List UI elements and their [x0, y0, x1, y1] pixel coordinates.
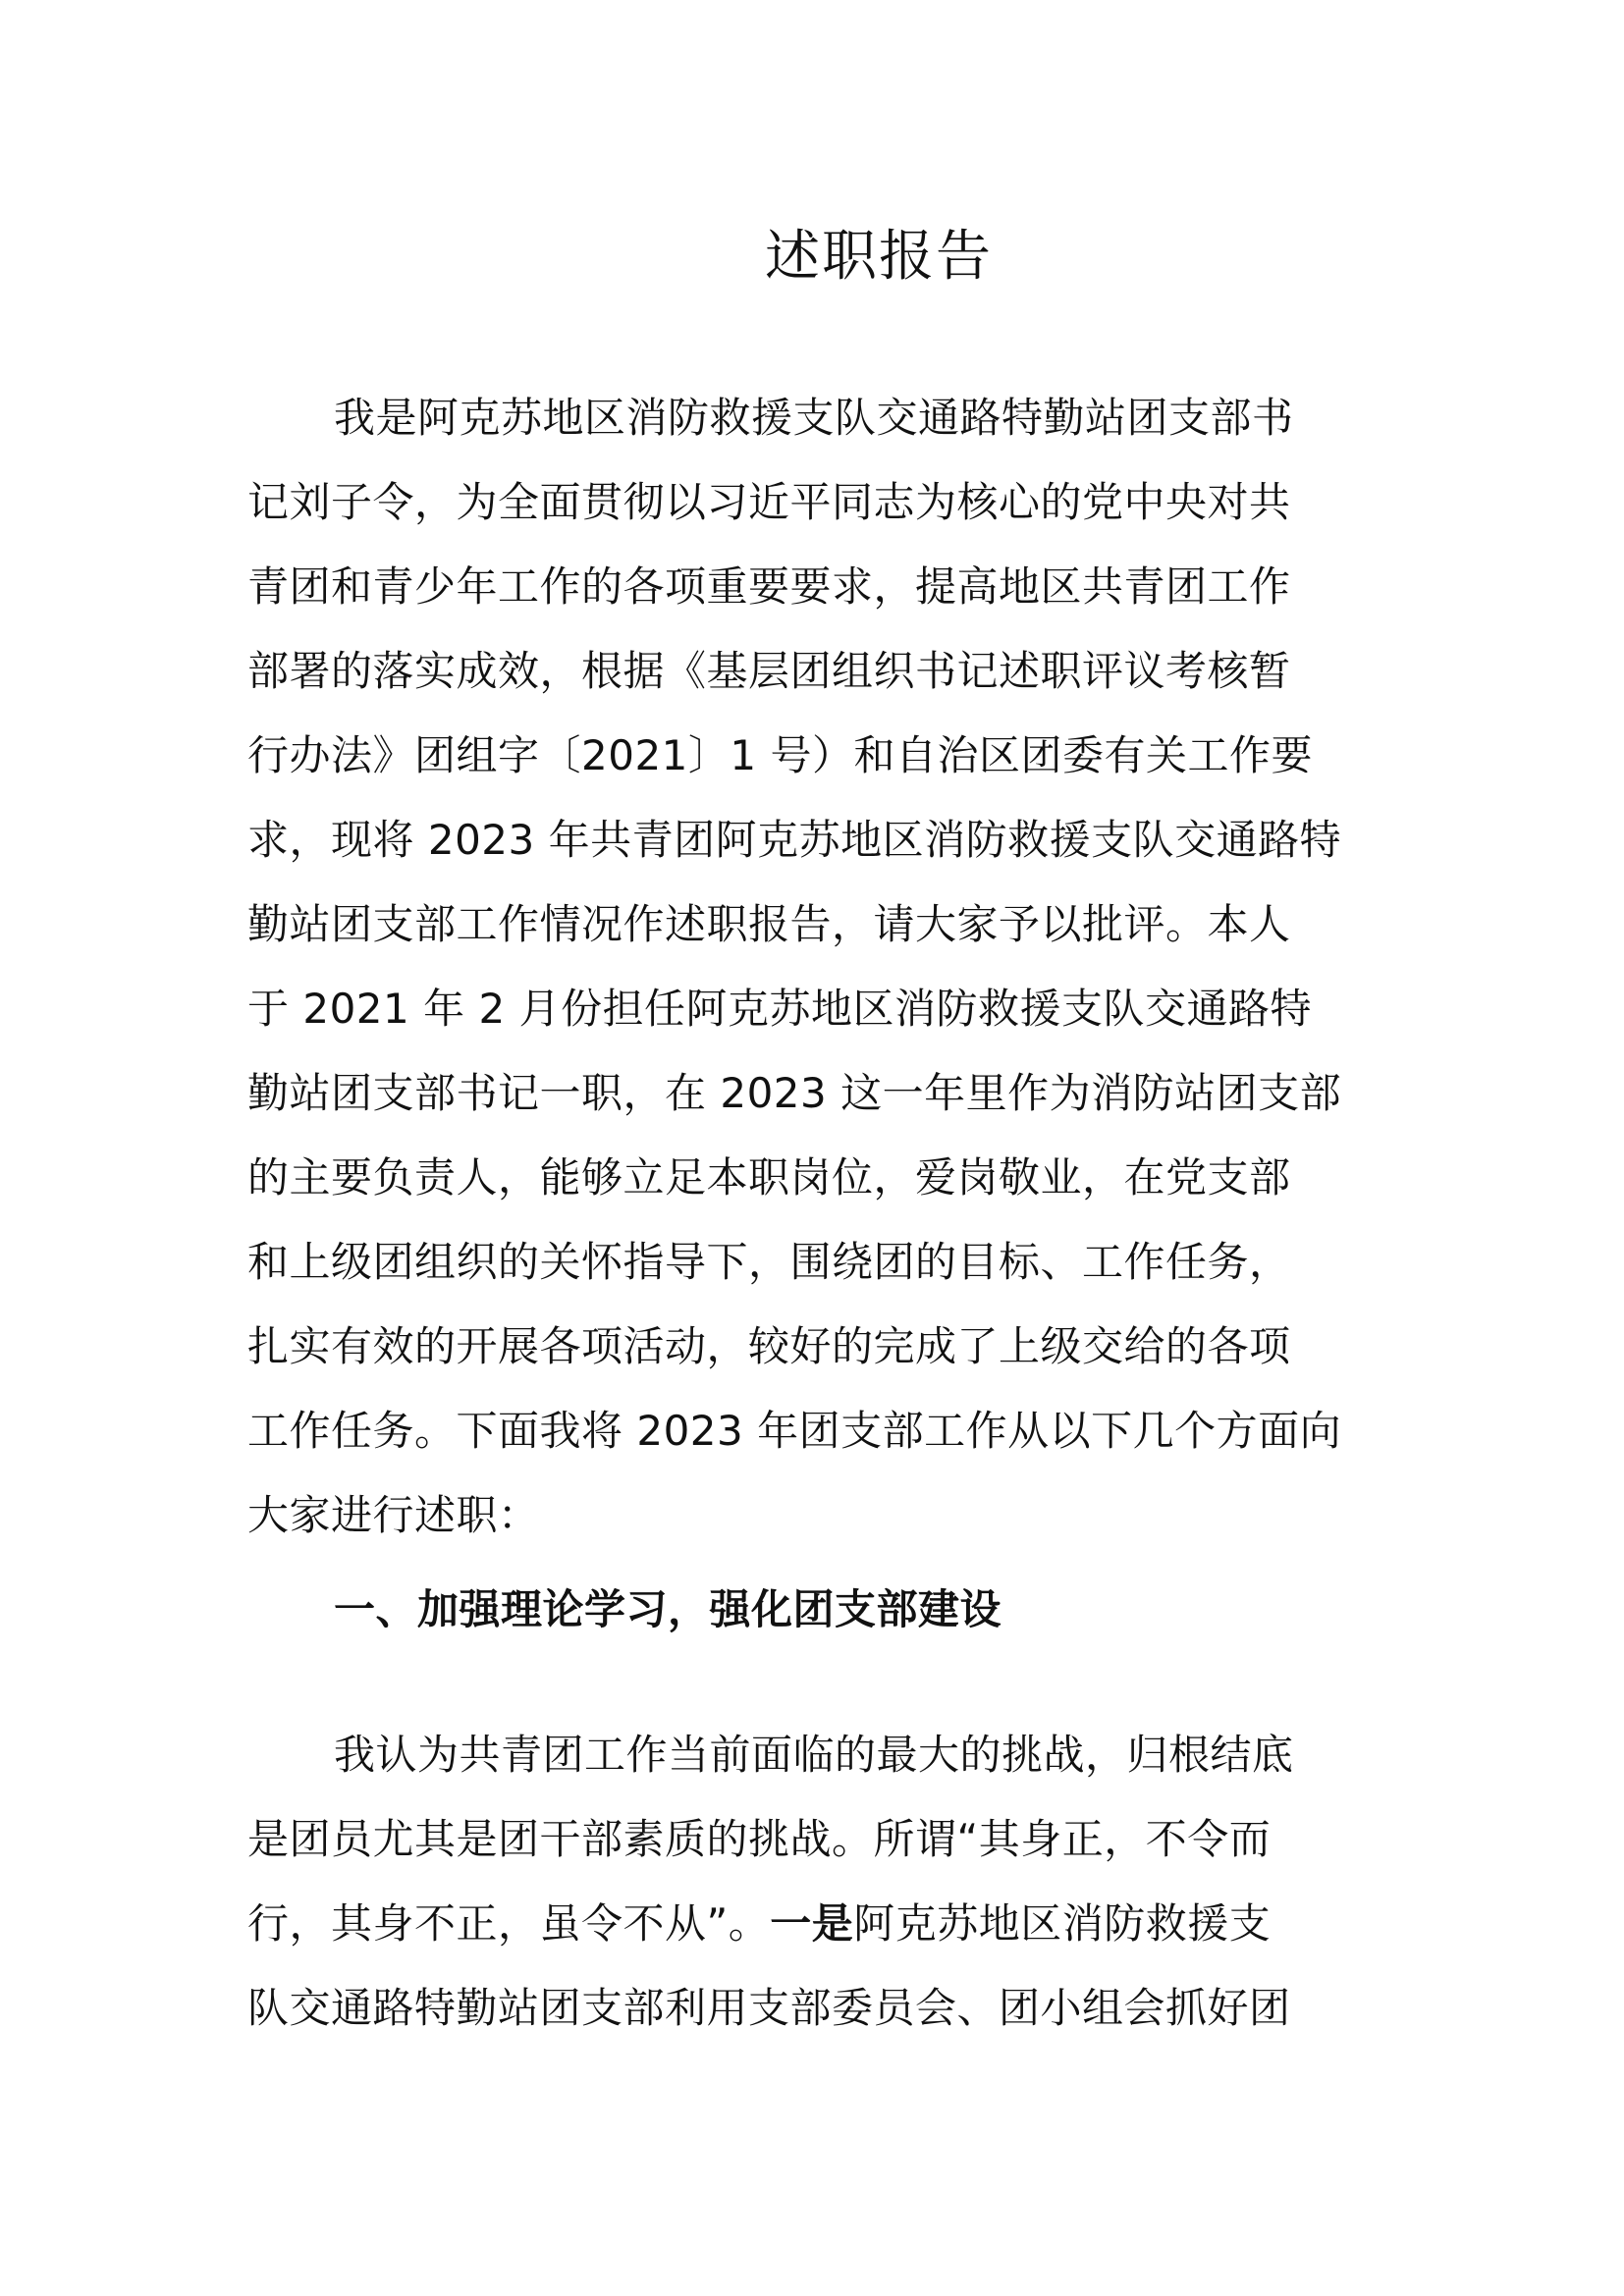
- document-title: 述职报告: [765, 225, 993, 289]
- paragraph-1-line-1: 我是阿克苏地区消防救援支队交通路特勤站团支部书: [334, 394, 1294, 442]
- paragraph-1-line-12: 扎实有效的开展各项活动，较好的完成了上级交给的各项: [247, 1322, 1291, 1370]
- emphasis-first-point: 一是: [770, 1899, 854, 1948]
- paragraph-2-line-4: 队交通路特勤站团支部利用支部委员会、团小组会抓好团: [247, 1984, 1291, 2032]
- paragraph-1-line-10: 的主要负责人，能够立足本职岗位，爱岗敬业，在党支部: [247, 1153, 1291, 1201]
- paragraph-1-line-6: 求，现将 2023 年共青团阿克苏地区消防救援支队交通路特: [247, 816, 1342, 864]
- paragraph-1-line-4: 部署的落实成效，根据《基层团组织书记述职评议考核暂: [247, 647, 1291, 695]
- paragraph-2-line-3: [247, 1895, 1271, 1953]
- paragraph-1-line-8: 于 2021 年 2 月份担任阿克苏地区消防救援支队交通路特: [247, 985, 1313, 1033]
- paragraph-1-line-5: 行办法》团组字〔2021〕1 号）和自治区团委有关工作要: [247, 731, 1313, 779]
- paragraph-1-line-7: 勤站团支部工作情况作述职报告，请大家予以批评。本人: [247, 900, 1291, 948]
- paragraph-1-line-2: 记刘子令，为全面贯彻以习近平同志为核心的党中央对共: [247, 478, 1291, 526]
- section-1-heading: 一、加强理论学习，强化团支部建设: [334, 1585, 1002, 1633]
- paragraph-1-line-11: 和上级团组织的关怀指导下，围绕团的目标、工作任务，: [247, 1238, 1291, 1286]
- paragraph-1-line-3: 青团和青少年工作的各项重要要求，提高地区共青团工作: [247, 562, 1291, 611]
- paragraph-2-line-1: 我认为共青团工作当前面临的最大的挑战，归根结底: [334, 1731, 1294, 1779]
- paragraph-2-line-3-start: 行，其身不正，虽令不从”。: [247, 1899, 771, 1948]
- paragraph-2-line-2: 是团员尤其是团干部素质的挑战。所谓“其身正，不令而: [247, 1815, 1272, 1863]
- paragraph-2-line-3-end: 阿克苏地区消防救援支: [853, 1899, 1272, 1948]
- paragraph-1-line-9: 勤站团支部书记一职，在 2023 这一年里作为消防站团支部: [247, 1069, 1342, 1117]
- paragraph-1-line-13: 工作任务。下面我将 2023 年团支部工作从以下几个方面向: [247, 1407, 1342, 1455]
- paragraph-1-line-14: 大家进行述职：: [247, 1491, 540, 1539]
